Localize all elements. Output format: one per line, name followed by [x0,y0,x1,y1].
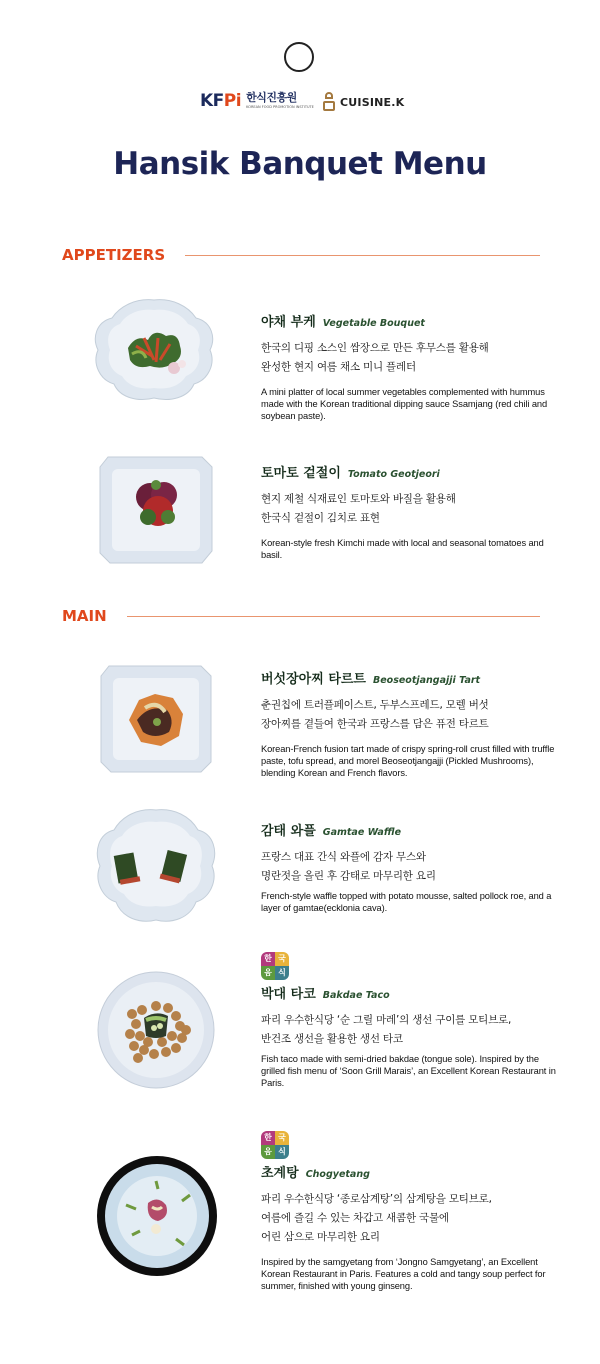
dish-description-english: Korean-French fusion tart made of crispy spring-roll crust filled with truffle paste, tofu spread, and morel Beoseotjangajji (Pickled Mushrooms), blending Korean and French flavors. [261,744,555,778]
korean-food-badge-icon: 한 국 음 식 [261,952,289,980]
dish-description-english: Fish taco made with semi-dried bakdae (tongue sole). Inspired by the grilled fish menu of ‘Soon Grill Marais’, an Excellent Korean Restaurant in Paris. [261,1054,556,1088]
kfpi-korean-name: 한식진흥원 [246,91,297,104]
cuisine-k-logo [323,92,404,112]
dish-name-english: Vegetable Bouquet [322,318,425,329]
dish-description-korean: 현지 제철 식재료인 토마토와 바질을 활용해 한국식 겉절이 김치로 표현 [261,493,456,524]
dish-description-korean: 파리 우수한식당 ‘순 그릴 마레’의 생선 구이를 모티브로, 반건조 생선을 활용한 생선 타코 [261,1014,512,1045]
dish-name-korean: 초계탕 [261,1166,299,1181]
dish-description-english: Korean-style fresh Kimchi made with local and seasonal tomatoes and basil. [261,538,544,560]
gamtae-waffle-dish-image [94,808,218,924]
dish-name-english: Chogyetang [305,1169,370,1180]
dish-name-english: Gamtae Waffle [322,827,402,838]
dish-description-korean: 프랑스 대표 간식 와플에 감자 무스와 명란젓을 올린 후 감태로 마무리한 요리 [261,851,436,882]
dish-description-english: A mini platter of local summer vegetables complemented with hummus made with the Korean traditional dipping sauce Ssamjang (red chili and soybean paste). [261,387,548,421]
menu-item [261,952,561,1089]
chogyetang-dish-image [96,1155,218,1277]
dish-name-english: Bakdae Taco [322,990,390,1001]
vegetable-bouquet-dish-image [92,298,216,402]
section-divider [127,616,540,617]
dish-name-english: Tomato Geotjeori [347,469,440,480]
section-label: MAIN [62,607,107,625]
beoseotjangajji-tart-dish-image [99,664,213,774]
section-appetizers [62,246,540,264]
section-label: APPETIZERS [62,246,166,264]
bakdae-taco-dish-image [96,970,216,1090]
cuisine-k-icon [323,92,335,112]
page-title: Hansik Banquet Menu [113,146,487,182]
menu-item [261,1131,561,1292]
dish-name-korean: 버섯장아찌 타르트 [261,672,366,687]
section-divider [185,255,540,256]
cuisine-k-label: CUISINE.K [340,95,405,109]
tomato-geotjeori-dish-image [98,455,214,565]
korean-food-badge-icon: 한 국 음 식 [261,1131,289,1159]
dish-description-english: Inspired by the samgyetang from ‘Jongno Samgyetang’, an Excellent Korean Restaurant in Paris. Features a cold and tangy soup perfect for summer, finished with young ginseng. [261,1257,546,1291]
dish-name-korean: 야채 부케 [261,315,316,330]
kfpi-logo: KFPi 한식진흥원 KOREAN FOOD PROMOTION INSTITUTE [200,91,314,111]
dish-name-korean: 토마토 겉절이 [261,466,341,481]
section-main [62,607,540,625]
dish-description-korean: 파리 우수한식당 ‘종로삼계탕’의 삼계탕을 모티브로, 여름에 즐길 수 있는 차갑고 새콤한 국물에 어린 삼으로 마무리한 요리 [261,1193,492,1243]
menu-item [261,462,561,561]
menu-item [261,820,561,914]
dish-description-korean: 춘권칩에 트러플페이스트, 두부스프레드, 모렐 버섯 장아찌를 곁들여 한국과 프랑스를 담은 퓨전 타르트 [261,699,489,730]
kfpi-english-name: KOREAN FOOD PROMOTION INSTITUTE [246,105,314,109]
menu-item [261,668,561,779]
dish-description-korean: 한국의 디핑 소스인 쌈장으로 만든 후무스를 활용해 완성한 현지 여름 채소 미니 플레터 [261,342,489,373]
dish-description-english: French-style waffle topped with potato mousse, salted pollock roe, and a layer of gamtae(ecklonia cava). [261,891,552,913]
dish-name-korean: 박대 타코 [261,987,316,1002]
punch-hole-icon [284,42,314,72]
logo-bar [0,91,600,117]
menu-item [261,311,561,422]
dish-name-korean: 감태 와플 [261,824,316,839]
dish-name-english: Beoseotjangajji Tart [373,675,481,686]
